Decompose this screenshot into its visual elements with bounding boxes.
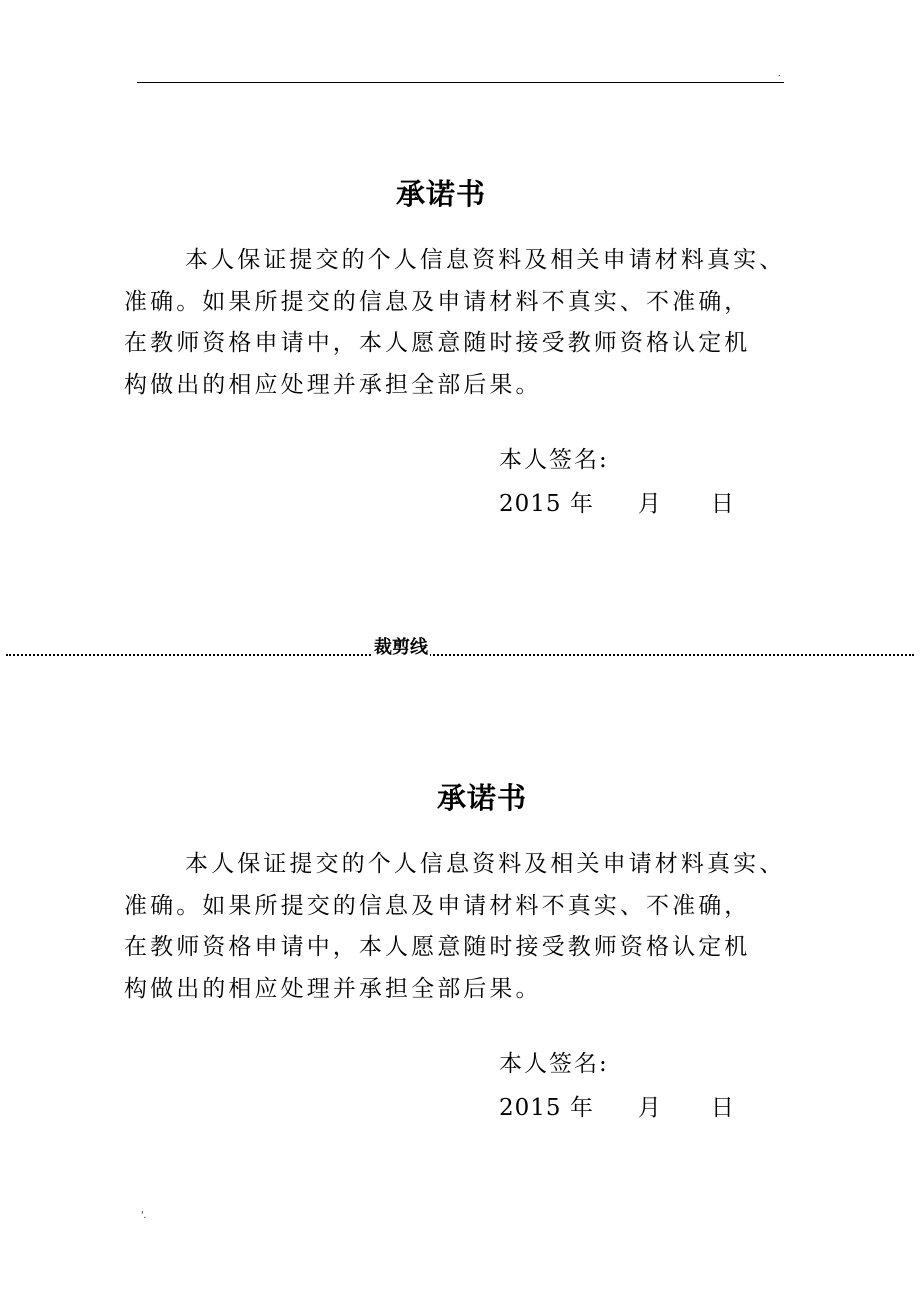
date-day: 日 (710, 491, 736, 517)
date-year: 2015 年 (499, 491, 594, 517)
signature-label: 本人签名: (499, 1051, 609, 1077)
pledge-line: 准确。如果所提交的信息及申请材料不真实、不准确， (124, 288, 751, 315)
date-line (499, 482, 736, 526)
signature-block (499, 1042, 736, 1130)
pledge-line: 本人保证提交的个人信息资料及相关申请材料真实、 (185, 247, 786, 273)
pledge-line: 在教师资格申请中，本人愿意随时接受教师资格认定机 (124, 330, 751, 356)
pledge-line: 构做出的相应处理并承担全部后果。 (124, 371, 542, 398)
pledge-title: 承诺书 (437, 781, 528, 815)
date-month: 月 (637, 491, 663, 517)
pledge-line: 准确。如果所提交的信息及申请材料不真实、不准确， (124, 892, 751, 919)
pledge-line: 在教师资格申请中，本人愿意随时接受教师资格认定机 (124, 934, 751, 960)
pledge-body (124, 240, 824, 406)
date-day: 日 (710, 1095, 736, 1121)
signature-block (499, 438, 736, 526)
pledge-line: 构做出的相应处理并承担全部后果。 (124, 975, 542, 1002)
date-year: 2015 年 (499, 1095, 594, 1121)
footer-dot: '. (141, 1211, 147, 1221)
cut-line-dots (6, 654, 914, 656)
cut-line-label: 裁剪线 (374, 637, 428, 658)
pledge-title: 承诺书 (396, 177, 487, 211)
cut-line (0, 636, 920, 660)
date-line (499, 1086, 736, 1130)
signature-label: 本人签名: (499, 447, 609, 473)
pledge-line: 本人保证提交的个人信息资料及相关申请材料真实、 (185, 851, 786, 877)
date-month: 月 (637, 1095, 663, 1121)
pledge-body (124, 844, 824, 1010)
header-rule (137, 82, 784, 83)
header-dot: . (778, 69, 781, 78)
